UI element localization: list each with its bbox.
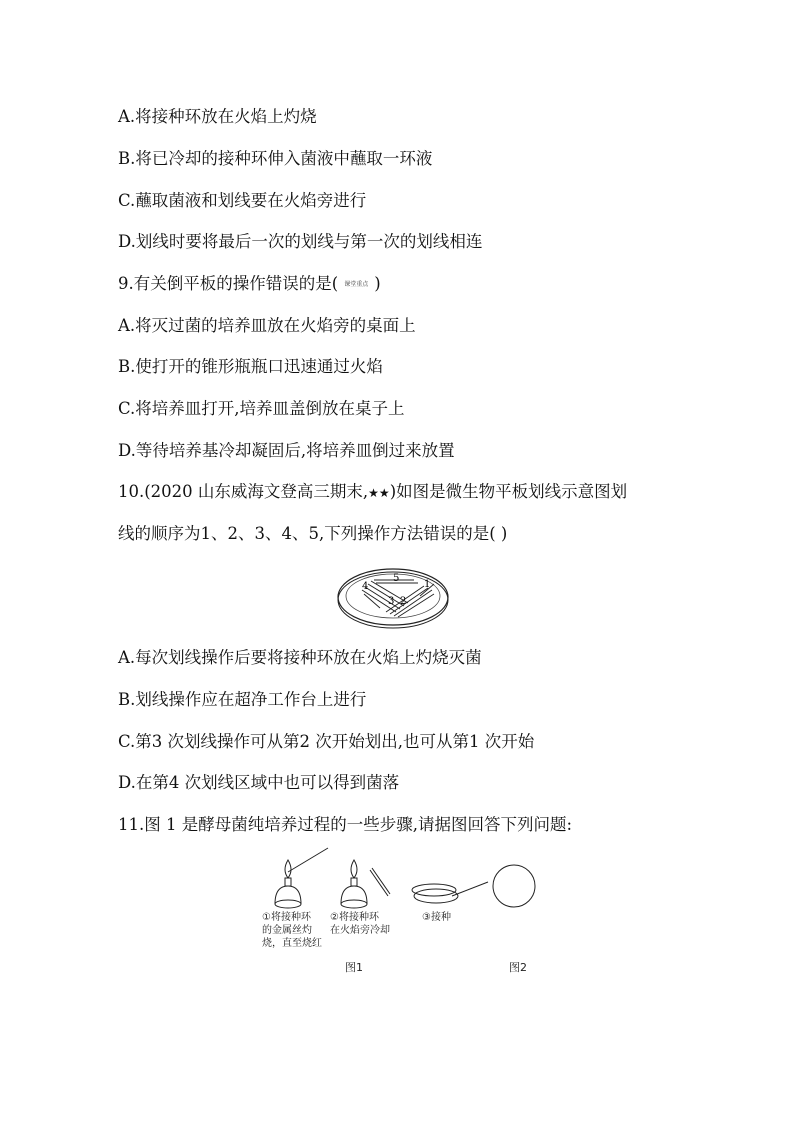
q8-option-a: A.将接种环放在火焰上灼烧 bbox=[118, 107, 317, 126]
dish-label-3: 3 bbox=[388, 596, 395, 607]
q10-stem-text: 10.(2020 山东威海文登高三期末, bbox=[118, 482, 369, 501]
dish-label-5: 5 bbox=[393, 573, 400, 584]
petri-dish-streak-figure bbox=[334, 560, 452, 634]
alcohol-lamp-icon-2 bbox=[341, 860, 390, 908]
alcohol-lamp-icon-1 bbox=[275, 848, 328, 908]
yeast-culture-steps-figure bbox=[266, 846, 546, 912]
figure2-plate-circle bbox=[493, 865, 535, 907]
q9-stem-close: ) bbox=[374, 274, 381, 293]
q9-option-a: A.将灭过菌的培养皿放在火焰旁的桌面上 bbox=[118, 316, 416, 335]
dish-label-2: 2 bbox=[400, 596, 407, 607]
step1-caption-line3: 烧，直至烧红 bbox=[262, 938, 322, 949]
q9-stem bbox=[118, 273, 381, 296]
q10-stem-line2: 线的顺序为1、2、3、4、5,下列操作方法错误的是( ) bbox=[118, 524, 508, 543]
step3-caption: ③接种 bbox=[422, 912, 451, 923]
q8-option-c: C.蘸取菌液和划线要在火焰旁进行 bbox=[118, 191, 367, 210]
q10-option-a: A.每次划线操作后要将接种环放在火焰上灼烧灭菌 bbox=[118, 648, 482, 667]
q8-option-d: D.划线时要将最后一次的划线与第一次的划线相连 bbox=[118, 232, 483, 251]
q8-option-b: B.将已冷却的接种环伸入菌液中蘸取一环液 bbox=[118, 149, 433, 168]
q10-option-d: D.在第4 次划线区域中也可以得到菌落 bbox=[118, 773, 400, 792]
inoculation-dish-icon bbox=[412, 882, 488, 903]
step1-caption-line2: 的金属丝灼 bbox=[262, 925, 312, 936]
step2-caption-line1: ②将接种环 bbox=[330, 912, 379, 923]
difficulty-stars-icon: ★★ bbox=[368, 486, 390, 500]
q9-option-d: D.等待培养基冷却凝固后,将培养皿倒过来放置 bbox=[118, 441, 455, 460]
q10-stem-text-2: )如图是微生物平板划线示意图划 bbox=[389, 482, 628, 501]
dish-label-4: 4 bbox=[362, 581, 369, 592]
figure1-label: 图1 bbox=[345, 961, 363, 974]
q11-stem: 11.图 1 是酵母菌纯培养过程的一些步骤,请据图回答下列问题: bbox=[118, 815, 573, 834]
q9-option-b: B.使打开的锥形瓶瓶口迅速通过火焰 bbox=[118, 357, 383, 376]
dish-label-1: 1 bbox=[424, 579, 431, 590]
step2-caption bbox=[330, 911, 390, 937]
step1-caption bbox=[262, 911, 322, 950]
q10-option-b: B.划线操作应在超净工作台上进行 bbox=[118, 690, 367, 709]
step2-caption-line2: 在火焰旁冷却 bbox=[330, 925, 390, 936]
q9-stem-text: 9.有关倒平板的操作错误的是( bbox=[118, 274, 339, 293]
q10-option-c: C.第3 次划线操作可从第2 次开始划出,也可从第1 次开始 bbox=[118, 732, 535, 751]
q9-option-c: C.将培养皿打开,培养皿盖倒放在桌子上 bbox=[118, 399, 405, 418]
step1-caption-line1: ①将接种环 bbox=[262, 912, 311, 923]
q9-tag: 课堂重点 bbox=[344, 280, 369, 288]
figure2-label: 图2 bbox=[509, 961, 527, 974]
q10-stem-line1 bbox=[118, 481, 627, 504]
